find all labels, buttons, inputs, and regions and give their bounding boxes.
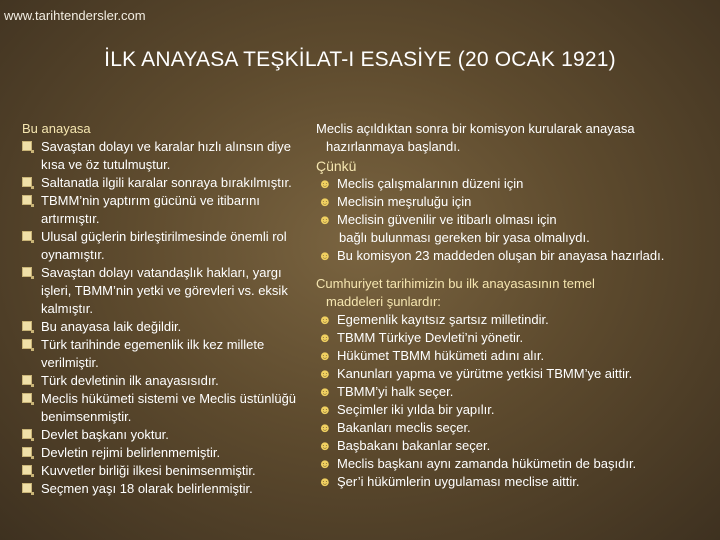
square-bullet-icon (22, 393, 32, 403)
list-item: ☻ Meclisin güvenilir ve itibarlı olması için bağlı bulunması gereken bir yasa olmalıydı. (316, 211, 718, 247)
smiley-icon: ☻ (318, 330, 332, 345)
square-bullet-icon (22, 339, 32, 349)
square-bullet-icon (22, 177, 32, 187)
list-item: ☻ Başbakanı bakanlar seçer. (318, 438, 491, 453)
constitution-features-list (22, 138, 312, 498)
intro-text (316, 120, 718, 156)
list-item: Seçmen yaşı 18 olarak belirlenmiştir. (22, 480, 312, 498)
intro-line-1: Meclis açıldıktan sonra bir komisyon kurularak anayasa (316, 121, 635, 136)
smiley-icon: ☻ (318, 420, 332, 435)
list-item: Devlet başkanı yoktur. (22, 426, 312, 444)
list-item: ☻ TBMM’yi halk seçer. (318, 384, 454, 399)
list-item: ☻ Şer’i hükümlerin uygulaması meclise aittir. (318, 474, 580, 489)
list-item: ☻ Meclis başkanı aynı zamanda hükümetin de başıdır. (318, 456, 637, 471)
smiley-icon: ☻ (318, 176, 332, 191)
left-column (22, 120, 312, 498)
smiley-icon: ☻ (318, 438, 332, 453)
list-item: Savaştan dolayı vatandaşlık hakları, yargı işleri, TBMM’nin yetki ve görevleri vs. eksik kalmıştır. (22, 264, 312, 318)
smiley-icon: ☻ (318, 248, 332, 263)
list-item: Meclis hükümeti sistemi ve Meclis üstünlüğü benimsenmiştir. (22, 390, 312, 426)
square-bullet-icon (22, 465, 32, 475)
list-item: Devletin rejimi belirlenmemiştir. (22, 444, 312, 462)
left-heading: Bu anayasa (22, 121, 91, 136)
list-item: ☻ Bakanları meclis seçer. (318, 420, 471, 435)
basic-heading-line-1: Cumhuriyet tarihimizin bu ilk anayasasının temel (316, 276, 595, 291)
square-bullet-icon (22, 429, 32, 439)
page-title: İLK ANAYASA TEŞKİLAT-I ESASİYE (20 OCAK 1921) (104, 48, 616, 71)
square-bullet-icon (22, 447, 32, 457)
right-column (316, 120, 718, 491)
list-item: Kuvvetler birliği ilkesi benimsenmiştir. (22, 462, 312, 480)
square-bullet-icon (22, 141, 32, 151)
smiley-icon: ☻ (318, 402, 332, 417)
list-item: ☻ Bu komisyon 23 maddeden oluşan bir anayasa hazırladı. (318, 248, 665, 263)
list-item: Saltanatla ilgili karalar sonraya bırakılmıştır. (22, 174, 312, 192)
square-bullet-icon (22, 321, 32, 331)
list-item: ☻ Meclis çalışmalarının düzeni için (318, 176, 524, 191)
list-item: ☻ Hükümet TBMM hükümeti adını alır. (318, 348, 545, 363)
list-item: ☻ Kanunları yapma ve yürütme yetkisi TBMM’ye aittir. (318, 366, 633, 381)
reason-continuation: bağlı bulunması gereken bir yasa olmalıydı. (339, 230, 590, 245)
list-item: Ulusal güçlerin birleştirilmesinde önemli rol oynamıştır. (22, 228, 312, 264)
list-item: TBMM’nin yaptırım gücünü ve itibarını artırmıştır. (22, 192, 312, 228)
square-bullet-icon (22, 231, 32, 241)
articles-list (316, 311, 718, 491)
square-bullet-icon (22, 483, 32, 493)
list-item: ☻ Meclisin meşruluğu için (318, 194, 472, 209)
list-item: ☻ Egemenlik kayıtsız şartsız milletindir. (318, 312, 549, 327)
smiley-icon: ☻ (318, 384, 332, 399)
basic-articles-heading (316, 275, 718, 311)
intro-line-2: hazırlanmaya başlandı. (326, 139, 461, 154)
list-item: Savaştan dolayı ve karalar hızlı alınsın diye kısa ve öz tutulmuştur. (22, 138, 312, 174)
smiley-icon: ☻ (318, 366, 332, 381)
smiley-icon: ☻ (318, 312, 332, 327)
list-item: Bu anayasa laik değildir. (22, 318, 312, 336)
basic-heading-line-2: maddeleri şunlardır: (326, 294, 441, 309)
square-bullet-icon (22, 375, 32, 385)
square-bullet-icon (22, 267, 32, 277)
reasons-list (316, 175, 718, 265)
site-url: www.tarihtendersler.com (4, 8, 146, 23)
list-item: Türk devletinin ilk anayasısıdır. (22, 372, 312, 390)
smiley-icon: ☻ (318, 456, 332, 471)
list-item: ☻ TBMM Türkiye Devleti’ni yönetir. (318, 330, 524, 345)
list-item: Türk tarihinde egemenlik ilk kez millete verilmiştir. (22, 336, 312, 372)
smiley-icon: ☻ (318, 212, 332, 227)
because-heading: Çünkü (316, 158, 357, 174)
smiley-icon: ☻ (318, 474, 332, 489)
smiley-icon: ☻ (318, 348, 332, 363)
square-bullet-icon (22, 195, 32, 205)
smiley-icon: ☻ (318, 194, 332, 209)
list-item: ☻ Seçimler iki yılda bir yapılır. (318, 402, 495, 417)
